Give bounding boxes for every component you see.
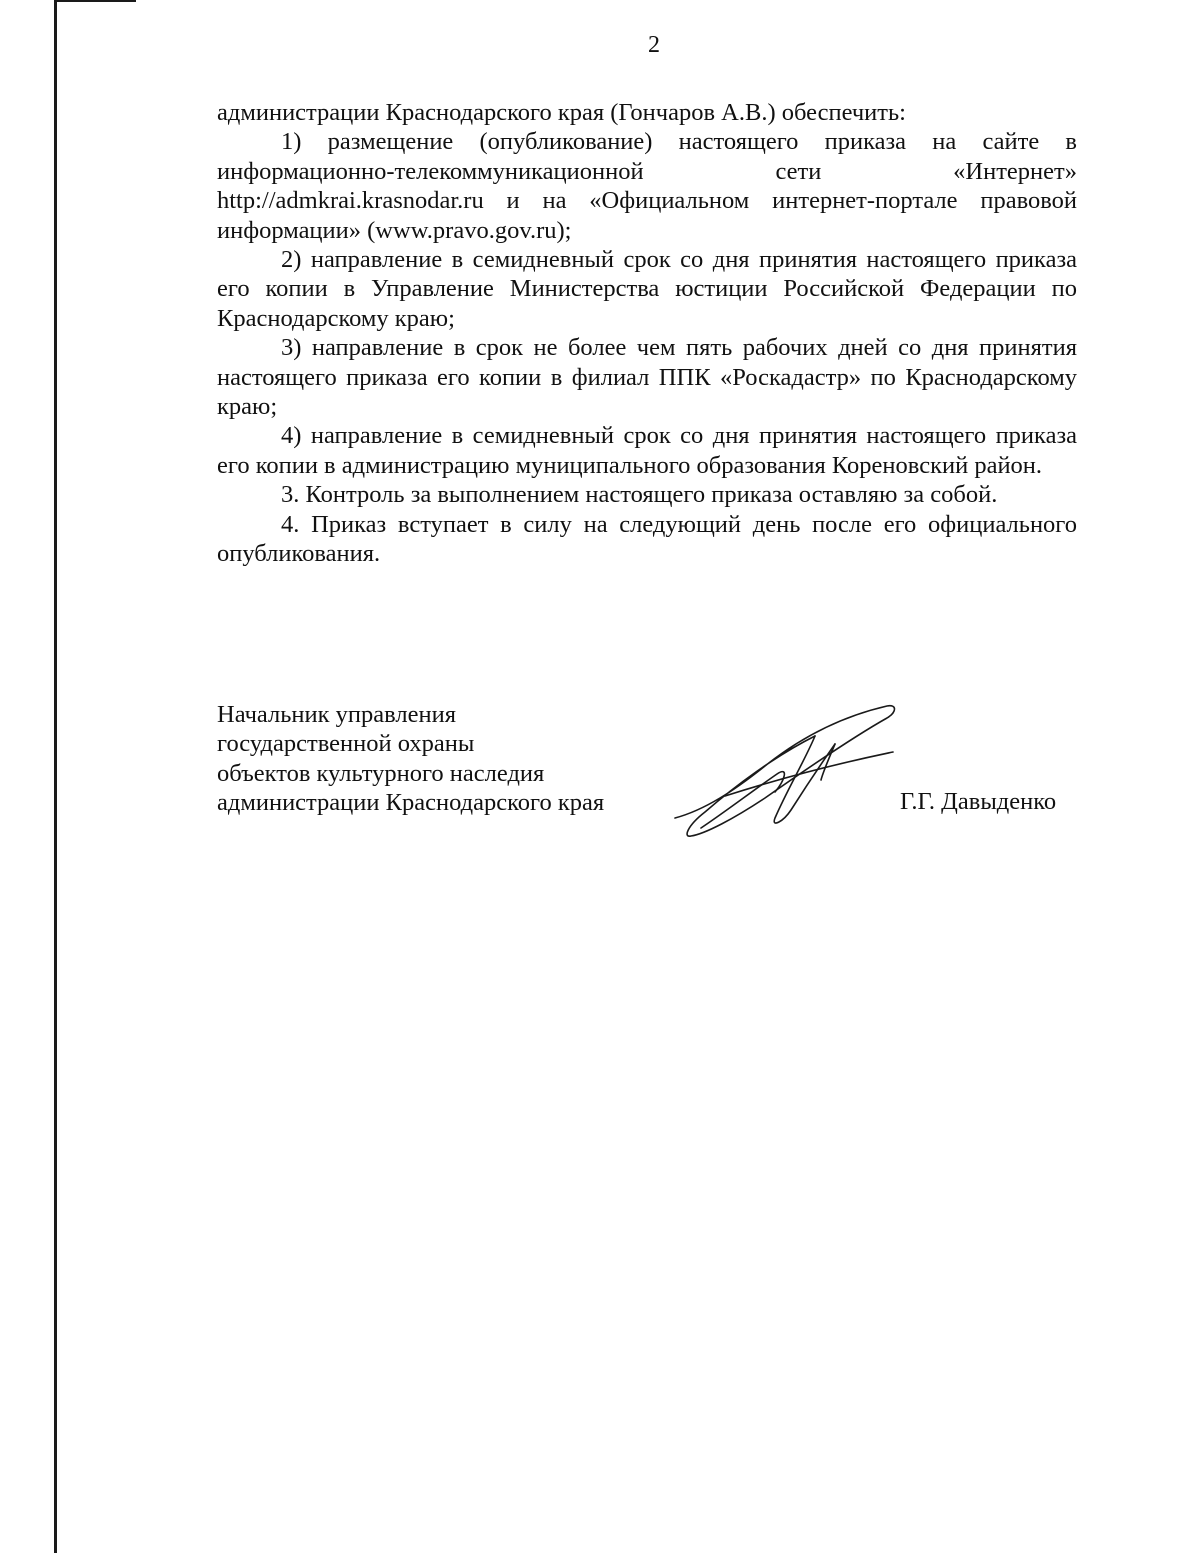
list-item-roskadastr-copy: 3) направление в срок не более чем пять рабочих дней со дня принятия настоящего приказа его копии в филиал ППК «Роскадастр» по Краснодарскому краю;: [217, 334, 1077, 421]
body-lead-line: администрации Краснодарского края (Гончаров А.В.) обеспечить:: [217, 99, 906, 126]
list-item-ministry-copy: 2) направление в семидневный срок со дня принятия настоящего приказа его копии в Управление Министерства юстиции Российской Федерации по Краснодарскому краю;: [217, 246, 1077, 332]
position-line: государственной охраны: [217, 730, 475, 758]
scan-border-left: [54, 0, 57, 1553]
scan-border-top: [54, 0, 136, 2]
document-body: [217, 98, 1077, 569]
page-number: 2: [648, 32, 660, 58]
list-item-municipality-copy: 4) направление в семидневный срок со дня принятия настоящего приказа его копии в администрацию муниципального образования Кореновский район.: [217, 422, 1077, 479]
signer-name: Г.Г. Давыденко: [900, 788, 1057, 815]
position-line: Начальник управления: [217, 701, 456, 728]
list-item-publication: 1) размещение (опубликование) настоящего приказа на сайте в информационно-телекоммуникационной сети «Интернет» http://admkrai.krasnodar.ru и на «Официальном интернет-портале правовой информации» (www.pravo.gov.ru);: [217, 128, 1077, 244]
position-line: объектов культурного наследия: [217, 759, 545, 787]
signatory-position: [217, 700, 604, 818]
position-line: администрации Краснодарского края: [217, 789, 605, 817]
clause-effective-date: 4. Приказ вступает в силу на следующий день после его официального опубликования.: [217, 510, 1077, 568]
handwritten-signature-icon: [665, 700, 900, 850]
clause-control: 3. Контроль за выполнением настоящего приказа оставляю за собой.: [281, 481, 998, 509]
